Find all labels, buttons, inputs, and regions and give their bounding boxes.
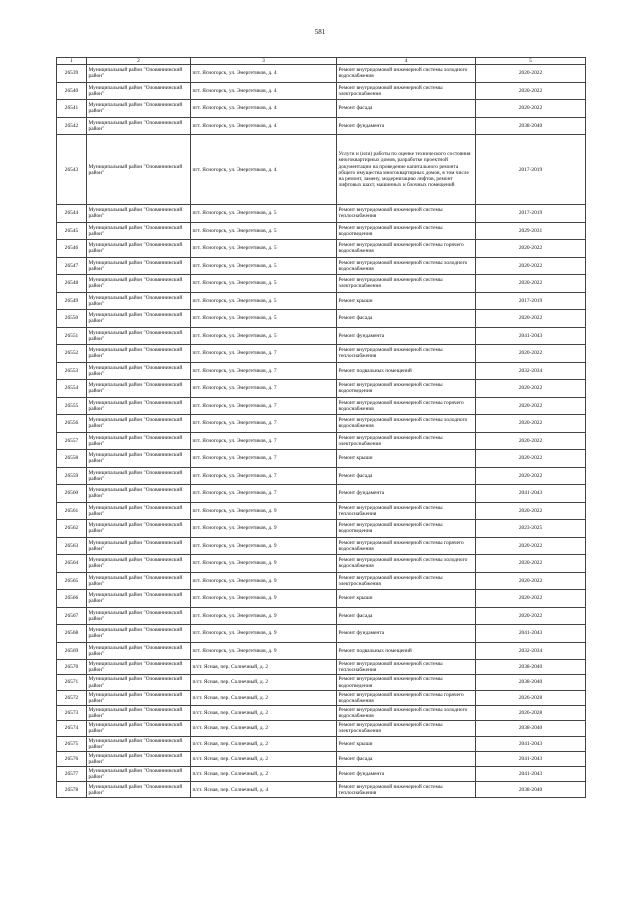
period-cell: 2020-2022: [476, 450, 586, 468]
row-number: 26569: [57, 642, 87, 660]
district-cell: Муниципальный район "Оловяннинский район": [87, 117, 191, 135]
district-cell: Муниципальный район "Оловяннинский район": [87, 135, 191, 205]
row-number: 26551: [57, 327, 87, 345]
work-type-cell: Ремонт внутридомовой инженерной системы водоотведения: [337, 380, 476, 398]
address-cell: пгт. Ясногорск, ул. Энергетиков, д. 5: [191, 257, 337, 275]
period-cell: 2023-2025: [476, 520, 586, 538]
district-cell: Муниципальный район "Оловяннинский район": [87, 782, 191, 797]
row-number: 26545: [57, 222, 87, 240]
address-cell: пгт. Ясногорск, ул. Энергетиков, д. 7: [191, 362, 337, 380]
address-cell: п/ст. Ясная, пер. Солнечный, д. 2: [191, 736, 337, 751]
work-type-cell: Услуги и (или) работы по оценке технического состояния многоквартирных домов, разработке проектной документации на проведение капитального ремонта общего имущества многоквартирных домов, в том числе на ремонт, замену, модернизацию лифтов, ремонт лифтовых шахт, машинных и блочных помещений: [337, 135, 476, 205]
work-type-cell: Ремонт внутридомовой инженерной системы теплоснабжения: [337, 782, 476, 797]
work-type-cell: Ремонт фундамента: [337, 625, 476, 643]
address-cell: пгт. Ясногорск, ул. Энергетиков, д. 4: [191, 100, 337, 118]
row-number: 26548: [57, 275, 87, 293]
table-row: [57, 82, 586, 100]
address-cell: пгт. Ясногорск, ул. Энергетиков, д. 5: [191, 310, 337, 328]
address-cell: пгт. Ясногорск, ул. Энергетиков, д. 4: [191, 135, 337, 205]
district-cell: Муниципальный район "Оловяннинский район": [87, 537, 191, 555]
row-number: 26558: [57, 450, 87, 468]
table-row: [57, 782, 586, 797]
work-type-cell: Ремонт внутридомовой инженерной системы электроснабжения: [337, 721, 476, 736]
address-cell: пгт. Ясногорск, ул. Энергетиков, д. 7: [191, 345, 337, 363]
row-number: 26550: [57, 310, 87, 328]
row-number: 26576: [57, 751, 87, 766]
address-cell: п/ст. Ясная, пер. Солнечный, д. 2: [191, 690, 337, 705]
work-type-cell: Ремонт внутридомовой инженерной системы электроснабжения: [337, 82, 476, 100]
work-type-cell: Ремонт фасада: [337, 100, 476, 118]
work-type-cell: Ремонт внутридомовой инженерной системы водоотведения: [337, 675, 476, 690]
table-row: [57, 467, 586, 485]
table-row: [57, 117, 586, 135]
capital-repair-table: [56, 57, 586, 798]
row-number: 26542: [57, 117, 87, 135]
row-number: 26560: [57, 485, 87, 503]
period-cell: 2041-2043: [476, 485, 586, 503]
district-cell: Муниципальный район "Оловяннинский район": [87, 607, 191, 625]
table-row: [57, 767, 586, 782]
row-number: 26570: [57, 660, 87, 675]
address-cell: пгт. Ясногорск, ул. Энергетиков, д. 4: [191, 117, 337, 135]
table-body: [57, 65, 586, 798]
district-cell: Муниципальный район "Оловяннинский район": [87, 362, 191, 380]
period-cell: 2020-2022: [476, 380, 586, 398]
address-cell: п/ст. Ясная, пер. Солнечный, д. 2: [191, 705, 337, 720]
district-cell: Муниципальный район "Оловяннинский район": [87, 690, 191, 705]
table-row: [57, 222, 586, 240]
district-cell: Муниципальный район "Оловяннинский район": [87, 100, 191, 118]
district-cell: Муниципальный район "Оловяннинский район": [87, 705, 191, 720]
page-number: 581: [314, 28, 326, 36]
row-number: 26552: [57, 345, 87, 363]
row-number: 26554: [57, 380, 87, 398]
row-number: 26574: [57, 721, 87, 736]
table-row: [57, 135, 586, 205]
work-type-cell: Ремонт фасада: [337, 607, 476, 625]
row-number: 26573: [57, 705, 87, 720]
period-cell: 2038-2040: [476, 721, 586, 736]
column-header: 3: [191, 58, 337, 65]
address-cell: пгт. Ясногорск, ул. Энергетиков, д. 9: [191, 572, 337, 590]
row-number: 26546: [57, 240, 87, 258]
address-cell: п/ст. Ясная, пер. Солнечный, д. 4: [191, 782, 337, 797]
district-cell: Муниципальный район "Оловяннинский район": [87, 415, 191, 433]
period-cell: 2020-2022: [476, 82, 586, 100]
period-cell: 2020-2022: [476, 65, 586, 83]
work-type-cell: Ремонт внутридомовой инженерной системы горячего водоснабжения: [337, 537, 476, 555]
table-row: [57, 736, 586, 751]
table-row: [57, 485, 586, 503]
table-header-row: [57, 58, 586, 65]
work-type-cell: Ремонт подвальных помещений: [337, 362, 476, 380]
address-cell: пгт. Ясногорск, ул. Энергетиков, д. 5: [191, 222, 337, 240]
period-cell: 2020-2022: [476, 240, 586, 258]
address-cell: пгт. Ясногорск, ул. Энергетиков, д. 9: [191, 502, 337, 520]
period-cell: 2020-2022: [476, 607, 586, 625]
row-number: 26547: [57, 257, 87, 275]
address-cell: пгт. Ясногорск, ул. Энергетиков, д. 5: [191, 292, 337, 310]
period-cell: 2020-2022: [476, 415, 586, 433]
period-cell: 2032-2034: [476, 642, 586, 660]
work-type-cell: Ремонт крыши: [337, 292, 476, 310]
work-type-cell: Ремонт внутридомовой инженерной системы холодного водоснабжения: [337, 705, 476, 720]
district-cell: Муниципальный район "Оловяннинский район": [87, 572, 191, 590]
row-number: 26543: [57, 135, 87, 205]
row-number: 26561: [57, 502, 87, 520]
address-cell: пгт. Ясногорск, ул. Энергетиков, д. 5: [191, 240, 337, 258]
period-cell: 2026-2028: [476, 690, 586, 705]
table-row: [57, 721, 586, 736]
district-cell: Муниципальный район "Оловяннинский район": [87, 590, 191, 608]
district-cell: Муниципальный район "Оловяннинский район": [87, 240, 191, 258]
work-type-cell: Ремонт внутридомовой инженерной системы электроснабжения: [337, 432, 476, 450]
row-number: 26568: [57, 625, 87, 643]
table-row: [57, 555, 586, 573]
work-type-cell: Ремонт внутридомовой инженерной системы водоотведения: [337, 520, 476, 538]
address-cell: пгт. Ясногорск, ул. Энергетиков, д. 9: [191, 625, 337, 643]
table-row: [57, 415, 586, 433]
row-number: 26541: [57, 100, 87, 118]
row-number: 26557: [57, 432, 87, 450]
period-cell: 2020-2022: [476, 397, 586, 415]
address-cell: пгт. Ясногорск, ул. Энергетиков, д. 9: [191, 607, 337, 625]
row-number: 26577: [57, 767, 87, 782]
row-number: 26565: [57, 572, 87, 590]
period-cell: 2041-2043: [476, 767, 586, 782]
work-type-cell: Ремонт внутридомовой инженерной системы горячего водоснабжения: [337, 690, 476, 705]
work-type-cell: Ремонт фасада: [337, 310, 476, 328]
work-type-cell: Ремонт внутридомовой инженерной системы горячего водоснабжения: [337, 240, 476, 258]
period-cell: 2017-2019: [476, 292, 586, 310]
district-cell: Муниципальный район "Оловяннинский район": [87, 450, 191, 468]
row-number: 26575: [57, 736, 87, 751]
period-cell: 2041-2043: [476, 625, 586, 643]
row-number: 26553: [57, 362, 87, 380]
table-row: [57, 675, 586, 690]
work-type-cell: Ремонт подвальных помещений: [337, 642, 476, 660]
table-row: [57, 690, 586, 705]
table-row: [57, 520, 586, 538]
district-cell: Муниципальный район "Оловяннинский район": [87, 82, 191, 100]
work-type-cell: Ремонт фасада: [337, 467, 476, 485]
row-number: 26555: [57, 397, 87, 415]
district-cell: Муниципальный район "Оловяннинский район": [87, 767, 191, 782]
period-cell: 2017-2019: [476, 205, 586, 223]
district-cell: Муниципальный район "Оловяннинский район": [87, 751, 191, 766]
address-cell: пгт. Ясногорск, ул. Энергетиков, д. 7: [191, 397, 337, 415]
address-cell: пгт. Ясногорск, ул. Энергетиков, д. 7: [191, 432, 337, 450]
address-cell: п/ст. Ясная, пер. Солнечный, д. 2: [191, 721, 337, 736]
table-row: [57, 240, 586, 258]
period-cell: 2020-2022: [476, 275, 586, 293]
address-cell: пгт. Ясногорск, ул. Энергетиков, д. 9: [191, 642, 337, 660]
table-row: [57, 607, 586, 625]
column-header: 5: [476, 58, 586, 65]
district-cell: Муниципальный район "Оловяннинский район": [87, 625, 191, 643]
district-cell: Муниципальный район "Оловяннинский район": [87, 292, 191, 310]
row-number: 26571: [57, 675, 87, 690]
table-row: [57, 502, 586, 520]
district-cell: Муниципальный район "Оловяннинский район": [87, 721, 191, 736]
work-type-cell: Ремонт крыши: [337, 736, 476, 751]
period-cell: 2041-2043: [476, 736, 586, 751]
address-cell: пгт. Ясногорск, ул. Энергетиков, д. 9: [191, 590, 337, 608]
work-type-cell: Ремонт внутридомовой инженерной системы теплоснабжения: [337, 660, 476, 675]
table-row: [57, 625, 586, 643]
period-cell: 2038-2040: [476, 660, 586, 675]
row-number: 26540: [57, 82, 87, 100]
work-type-cell: Ремонт фасада: [337, 751, 476, 766]
work-type-cell: Ремонт крыши: [337, 590, 476, 608]
column-header: 2: [87, 58, 191, 65]
address-cell: пгт. Ясногорск, ул. Энергетиков, д. 9: [191, 520, 337, 538]
district-cell: Муниципальный район "Оловяннинский район": [87, 736, 191, 751]
address-cell: п/ст. Ясная, пер. Солнечный, д. 2: [191, 751, 337, 766]
period-cell: 2020-2022: [476, 555, 586, 573]
period-cell: 2020-2022: [476, 310, 586, 328]
row-number: 26559: [57, 467, 87, 485]
table-row: [57, 275, 586, 293]
district-cell: Муниципальный район "Оловяннинский район": [87, 485, 191, 503]
address-cell: п/ст. Ясная, пер. Солнечный, д. 2: [191, 767, 337, 782]
address-cell: пгт. Ясногорск, ул. Энергетиков, д. 5: [191, 275, 337, 293]
table-row: [57, 751, 586, 766]
table-row: [57, 100, 586, 118]
address-cell: пгт. Ясногорск, ул. Энергетиков, д. 5: [191, 205, 337, 223]
period-cell: 2038-2040: [476, 675, 586, 690]
work-type-cell: Ремонт фундамента: [337, 485, 476, 503]
row-number: 26539: [57, 65, 87, 83]
table-row: [57, 705, 586, 720]
work-type-cell: Ремонт внутридомовой инженерной системы электроснабжения: [337, 275, 476, 293]
table-row: [57, 642, 586, 660]
column-header: 4: [337, 58, 476, 65]
table-row: [57, 65, 586, 83]
period-cell: 2026-2028: [476, 705, 586, 720]
table-row: [57, 432, 586, 450]
address-cell: пгт. Ясногорск, ул. Энергетиков, д. 7: [191, 415, 337, 433]
work-type-cell: Ремонт внутридомовой инженерной системы электроснабжения: [337, 572, 476, 590]
district-cell: Муниципальный район "Оловяннинский район": [87, 520, 191, 538]
work-type-cell: Ремонт внутридомовой инженерной системы теплоснабжения: [337, 205, 476, 223]
work-type-cell: Ремонт внутридомовой инженерной системы водоотведения: [337, 222, 476, 240]
work-type-cell: Ремонт внутридомовой инженерной системы холодного водоснабжения: [337, 415, 476, 433]
period-cell: 2020-2022: [476, 100, 586, 118]
work-type-cell: Ремонт крыши: [337, 450, 476, 468]
row-number: 26566: [57, 590, 87, 608]
table-row: [57, 292, 586, 310]
work-type-cell: Ремонт внутридомовой инженерной системы холодного водоснабжения: [337, 65, 476, 83]
row-number: 26556: [57, 415, 87, 433]
period-cell: 2041-2043: [476, 751, 586, 766]
district-cell: Муниципальный район "Оловяннинский район": [87, 467, 191, 485]
table-row: [57, 205, 586, 223]
district-cell: Муниципальный район "Оловяннинский район": [87, 275, 191, 293]
work-type-cell: Ремонт внутридомовой инженерной системы холодного водоснабжения: [337, 257, 476, 275]
work-type-cell: Ремонт внутридомовой инженерной системы теплоснабжения: [337, 345, 476, 363]
period-cell: 2020-2022: [476, 345, 586, 363]
district-cell: Муниципальный район "Оловяннинский район": [87, 660, 191, 675]
table-row: [57, 380, 586, 398]
row-number: 26572: [57, 690, 87, 705]
period-cell: 2038-2040: [476, 782, 586, 797]
row-number: 26562: [57, 520, 87, 538]
address-cell: п/ст. Ясная, пер. Солнечный, д. 2: [191, 675, 337, 690]
address-cell: п/ст. Ясная, пер. Солнечный, д. 2: [191, 660, 337, 675]
district-cell: Муниципальный район "Оловяннинский район": [87, 345, 191, 363]
row-number: 26563: [57, 537, 87, 555]
district-cell: Муниципальный район "Оловяннинский район": [87, 222, 191, 240]
work-type-cell: Ремонт внутридомовой инженерной системы теплоснабжения: [337, 502, 476, 520]
district-cell: Муниципальный район "Оловяннинский район": [87, 397, 191, 415]
table-row: [57, 590, 586, 608]
period-cell: 2032-2034: [476, 362, 586, 380]
district-cell: Муниципальный район "Оловяннинский район": [87, 65, 191, 83]
row-number: 26549: [57, 292, 87, 310]
address-cell: пгт. Ясногорск, ул. Энергетиков, д. 7: [191, 467, 337, 485]
address-cell: пгт. Ясногорск, ул. Энергетиков, д. 4: [191, 65, 337, 83]
row-number: 26567: [57, 607, 87, 625]
district-cell: Муниципальный район "Оловяннинский район": [87, 257, 191, 275]
period-cell: 2020-2022: [476, 572, 586, 590]
district-cell: Муниципальный район "Оловяннинский район": [87, 675, 191, 690]
work-type-cell: Ремонт внутридомовой инженерной системы горячего водоснабжения: [337, 397, 476, 415]
table-row: [57, 362, 586, 380]
table-row: [57, 537, 586, 555]
district-cell: Муниципальный район "Оловяннинский район": [87, 310, 191, 328]
address-cell: пгт. Ясногорск, ул. Энергетиков, д. 4: [191, 82, 337, 100]
period-cell: 2029-2031: [476, 222, 586, 240]
period-cell: 2020-2022: [476, 537, 586, 555]
table-row: [57, 257, 586, 275]
district-cell: Муниципальный район "Оловяннинский район": [87, 642, 191, 660]
period-cell: 2020-2022: [476, 432, 586, 450]
district-cell: Муниципальный район "Оловяннинский район": [87, 432, 191, 450]
period-cell: 2041-2043: [476, 327, 586, 345]
period-cell: 2017-2019: [476, 135, 586, 205]
table-row: [57, 572, 586, 590]
address-cell: пгт. Ясногорск, ул. Энергетиков, д. 7: [191, 380, 337, 398]
address-cell: пгт. Ясногорск, ул. Энергетиков, д. 9: [191, 555, 337, 573]
table-row: [57, 310, 586, 328]
address-cell: пгт. Ясногорск, ул. Энергетиков, д. 9: [191, 537, 337, 555]
column-header: 1: [57, 58, 87, 65]
address-cell: пгт. Ясногорск, ул. Энергетиков, д. 7: [191, 450, 337, 468]
table-row: [57, 660, 586, 675]
district-cell: Муниципальный район "Оловяннинский район": [87, 555, 191, 573]
table-row: [57, 345, 586, 363]
work-type-cell: Ремонт фундамента: [337, 327, 476, 345]
row-number: 26578: [57, 782, 87, 797]
district-cell: Муниципальный район "Оловяннинский район": [87, 380, 191, 398]
work-type-cell: Ремонт фундамента: [337, 117, 476, 135]
table-row: [57, 327, 586, 345]
address-cell: пгт. Ясногорск, ул. Энергетиков, д. 7: [191, 485, 337, 503]
row-number: 26544: [57, 205, 87, 223]
address-cell: пгт. Ясногорск, ул. Энергетиков, д. 5: [191, 327, 337, 345]
work-type-cell: Ремонт внутридомовой инженерной системы холодного водоснабжения: [337, 555, 476, 573]
table-row: [57, 450, 586, 468]
district-cell: Муниципальный район "Оловяннинский район": [87, 327, 191, 345]
table-row: [57, 397, 586, 415]
period-cell: 2020-2022: [476, 257, 586, 275]
district-cell: Муниципальный район "Оловяннинский район": [87, 205, 191, 223]
work-type-cell: Ремонт фундамента: [337, 767, 476, 782]
period-cell: 2020-2022: [476, 590, 586, 608]
period-cell: 2038-2040: [476, 117, 586, 135]
period-cell: 2020-2022: [476, 502, 586, 520]
row-number: 26564: [57, 555, 87, 573]
district-cell: Муниципальный район "Оловяннинский район": [87, 502, 191, 520]
period-cell: 2020-2022: [476, 467, 586, 485]
